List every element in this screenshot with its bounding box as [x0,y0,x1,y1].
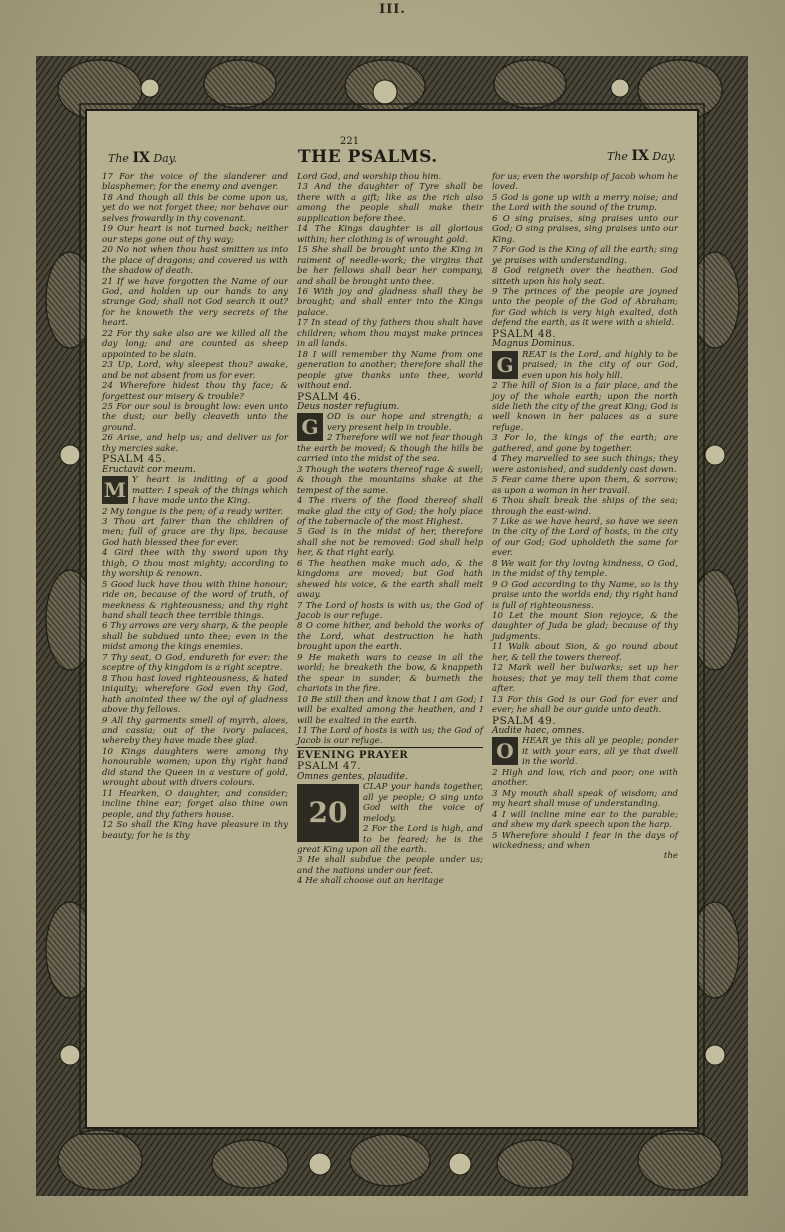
header-day-left [108,150,177,166]
page-title: THE PSALMS. [298,147,438,167]
verse: 8 God reigneth over the heathen. God sitteth upon his holy seat. [492,266,678,287]
psalm-latin-incipit: Audite haec, omnes. [492,726,585,737]
verse-text: CLAP your hands together, all ye people; O sing unto God with the voice of melody. [363,782,483,824]
verse: 3 He shall subdue the people under us; and the nations under our feet. [297,855,483,876]
verse: 3 My mouth shall speak of wisdom; and my heart shall muse of understanding. [492,788,678,810]
psalm-heading: PSALM 47. [297,760,362,773]
verse: 2 My tongue is the pen; of a ready writer. [102,506,284,517]
verse: 7 Like as we have heard, so have we seen in the city of the Lord of hosts, in the city of our God; God upholdeth the same for ever. [492,516,678,559]
page-number: 221 [340,136,360,147]
verse: 8 O come hither, and behold the works of the Lord, what destruction he hath brought upon the earth. [297,621,483,653]
running-header [102,132,682,168]
verse: 7 The Lord of hosts is with us; the God of Jacob is our refuge. [297,600,483,622]
verse: 11 Hearken, O daughter, and consider; incline thine ear; forget also thine own people, and thy fathers house. [102,788,288,820]
day-number-woodcut: 20 [297,784,359,842]
header-right-numeral: IX [631,148,649,164]
verse: 2 For the Lord is high, and to be feared; he is the great King upon all the earth. [297,824,483,855]
verse: 5 God is gone up with a merry noise; and the Lord with the sound of the trump. [492,192,678,214]
verse: 11 The Lord of hosts is with us; the God of Jacob is our refuge. [297,726,483,747]
verse: 5 Wherefore should I fear in the days of wickedness; and when [492,830,678,851]
verse: 2 Therefore will we not fear though the earth be moved; & though the hills be carried into the midst of the sea. [297,433,483,465]
verse: 17 In stead of thy fathers thou shalt have children; whom thou mayst make princes in all lands. [297,318,483,350]
verse: 17 For the voice of the slanderer and blasphemer; for the enemy and avenger. [102,172,288,193]
verse: 9 All thy garments smell of myrrh, aloes, and cassia; out of the ivory palaces, whereby they have made thee glad. [102,715,288,747]
header-left-prefix: The [108,152,129,165]
header-right-suffix: Day. [652,150,676,163]
verse: 8 We wait for thy loving kindness, O God, in the midst of thy temple. [492,558,678,580]
psalm-latin-incipit: Deus noster refugium. [297,401,400,412]
verse-text: OD is our hope and strength; a very present help in trouble. [327,412,483,433]
verse: 4 The rivers of the flood thereof shall make glad the city of God; the holy place of the tabernacle of the most Highest. [297,496,483,527]
verse: 8 Thou hast loved righteousness, & hated iniquity; wherefore God even thy God, hath anointed thee w/ the oyl of gladness above thy fellows. [102,673,288,716]
verse: 10 Let the mount Sion rejoyce, & the daughter of Juda be glad; because of thy judgments. [492,611,678,642]
verse: 4 I will incline mine ear to the parable; and shew my dark speech upon the harp. [492,809,678,831]
verse: 14 The Kings daughter is all glorious within; her clothing is of wrought gold. [297,224,483,245]
verse: 10 Kings daughters were among thy honourable women; upon thy right hand did stand the Queen in a vesture of gold, wrought about with divers colours. [102,746,288,789]
psalm-latin-incipit: Eructavit cor meum. [102,464,196,475]
verse: 9 He maketh wars to cease in all the world; he breaketh the bow, & knappeth the spear in sunder, & burneth the chariots in the fire. [297,652,483,695]
verse: 23 Up, Lord, why sleepest thou? awake, and be not absent from us for ever. [102,360,288,381]
verse: 10 Be still then and know that I am God; I will be exalted among the heathen, and I will be exalted in the earth. [297,694,483,726]
verse: 22 For thy sake also are we killed all the day long; and are counted as sheep appointed to be slain. [102,328,288,360]
verse: 24 Wherefore hidest thou thy face; & forgettest our misery & trouble? [102,381,288,402]
verse: 6 The heathen make much ado, & the kingdoms are moved; but God hath shewed his voice, & the earth shall melt away. [297,558,483,601]
verse: 4 He shall choose out an heritage [297,876,444,887]
verse: 2 High and low, rich and poor; one with another. [492,767,678,789]
verse: 16 With joy and gladness shall they be brought; and shall enter into the Kings palace. [297,286,483,318]
psalm-latin-incipit: Omnes gentes, plaudite. [297,771,408,782]
verse [297,782,483,830]
verse: 13 For this God is our God for ever and ever; he shall be our guide unto death. [492,694,678,716]
verse: 5 Good luck have thou with thine honour; ride on, because of the word of truth, of meekness & righteousness; and thy right hand shall teach thee terrible things. [102,579,288,622]
verse: 26 Arise, and help us; and deliver us for thy mercies sake. [102,433,288,454]
verse: Lord God, and worship thou him. [297,172,442,182]
verse: 9 O God according to thy Name, so is thy praise unto the worlds end; thy right hand is full of righteousness. [492,579,678,611]
verse: 5 Fear came there upon them, & sorrow; as upon a woman in her travail. [492,475,678,496]
verse: 3 Thou art fairer than the children of men; full of grace are thy lips, because God hath blessed thee for ever. [102,516,288,548]
text-column-middle [297,172,483,887]
verse: 7 For God is the King of all the earth; sing ye praises with understanding. [492,245,678,266]
drop-cap: M [103,478,127,503]
text-column-left [102,172,288,841]
verse: 4 They marvelled to see such things; they were astonished, and suddenly cast down. [492,454,678,475]
catchword: the [663,851,678,862]
verse: 18 I will remember thy Name from one generation to another; therefore shall the people give thanks unto thee, world without end. [297,349,483,392]
header-left-suffix: Day. [153,152,177,165]
drop-cap: G [492,351,518,379]
psalm-heading: PSALM 48. [492,327,557,340]
verse: 20 No not when thou hast smitten us into the place of dragons; and covered us with the shadow of death. [102,245,288,277]
header-day-right [607,148,676,164]
verse: 25 For our soul is brought low: even unto the dust; our belly cleaveth unto the ground. [102,401,288,433]
verse-text: REAT is the Lord, and highly to be praised; in the city of our God, even upon his holy hill. [522,349,678,381]
psalm-heading: PSALM 49. [492,714,557,727]
section-heading-evening-prayer: EVENING PRAYER [297,747,483,761]
verse: 21 If we have forgotten the Name of our God, and holden up our hands to any strange God; shall not God search it out? for he knoweth the very secrets of the heart. [102,276,288,329]
drop-cap: G [297,413,323,441]
verse: 7 Thy seat, O God, endureth for ever: the sceptre of thy kingdom is a right sceptre. [102,652,288,674]
verse: 6 Thou shalt break the ships of the sea; through the east-wind. [492,496,678,517]
psalm-latin-incipit: Magnus Dominus. [492,339,575,350]
verse: 19 Our heart is not turned back; neither our steps gone out of thy way; [102,224,288,245]
header-right-prefix: The [607,150,628,163]
verse [492,736,678,767]
verse [492,350,678,381]
psalm-heading: PSALM 45. [102,453,167,466]
psalm-heading: PSALM 46. [297,390,362,403]
verse: 12 Mark well her bulwarks; set up her houses; that ye may tell them that come after. [492,663,678,695]
verse: 3 Though the waters thereof rage & swell; & though the mountains shake at the tempest of the same. [297,464,483,496]
folio-mark: III. [379,2,406,17]
text-panel [102,132,682,1107]
verse: 13 And the daughter of Tyre shall be there with a gift; like as the rich also among the people shall make their supplication before thee. [297,182,483,224]
verse: 9 The princes of the people are joyned unto the people of the God of Abraham; for God which is very high exalted, doth defend the earth, as it were with a shield. [492,286,678,329]
verse: 3 For lo, the kings of the earth; are gathered, and gone by together. [492,433,678,454]
verse: 12 So shall the King have pleasure in thy beauty; for he is thy [102,820,288,841]
verse: 6 O sing praises, sing praises unto our God; O sing praises, sing praises unto our King. [492,213,678,245]
verse: 2 The hill of Sion is a fair place, and the joy of the whole earth; upon the north side lieth the city of the great King; God is well known in her palaces as a sure refuge. [492,381,678,433]
verse: 18 And though all this be come upon us, yet do we not forget thee; nor behave our selves frowardly in thy covenant. [102,192,288,224]
verse: 15 She shall be brought unto the King in raiment of needle-work; the virgins that be her fellows shall bear her company, and shall be brought unto thee. [297,245,483,287]
drop-cap: O [492,737,518,765]
verse: for us; even the worship of Jacob whom he loved. [492,172,678,193]
verse: 5 God is in the midst of her, therefore shall she not be removed: God shall help her, & that right early. [297,527,483,559]
verse-text: Y heart is inditing of a good matter: I speak of the things which I have made unto the King. [132,475,288,507]
verse: 4 Gird thee with thy sword upon thy thigh, O thou most mighty; according to thy worship & renown. [102,548,288,580]
header-left-numeral: IX [132,150,150,166]
verse-text: HEAR ye this all ye people; ponder it with your ears, all ye that dwell in the world. [522,736,678,768]
verse [102,475,288,506]
verse: 6 Thy arrows are very sharp, & the people shall be subdued unto thee; even in the midst among the kings enemies. [102,621,288,653]
text-column-right [492,172,678,862]
verse: 11 Walk about Sion, & go round about her, & tell the towers thereof. [492,642,678,663]
verse [297,412,483,440]
